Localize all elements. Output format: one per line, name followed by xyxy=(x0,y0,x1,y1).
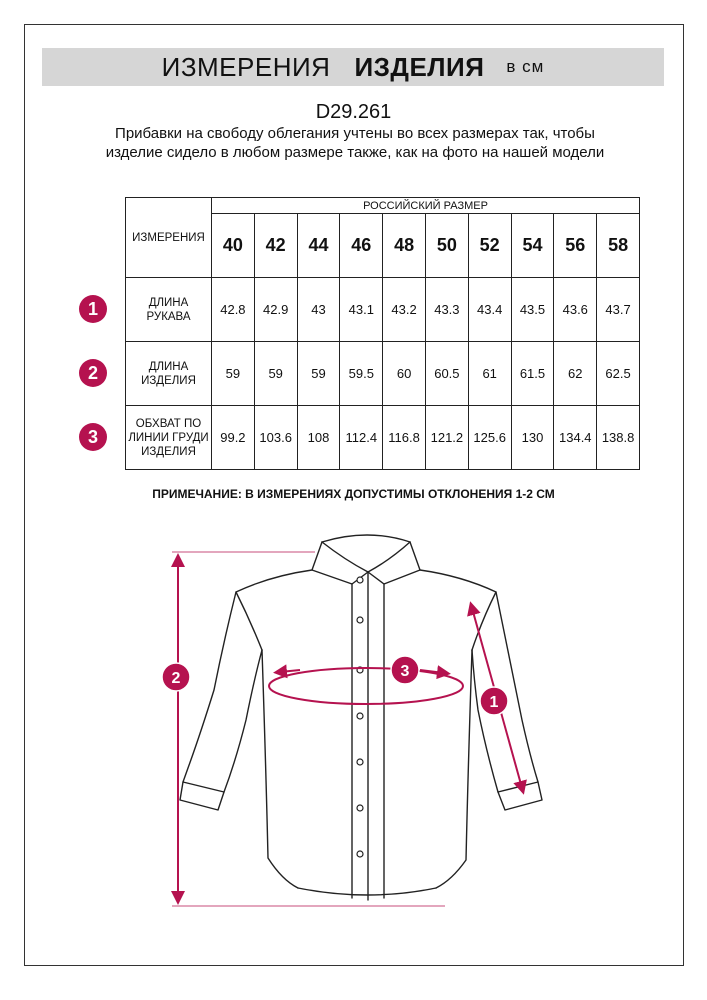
button-icon xyxy=(357,805,363,811)
badge-chest-text: 3 xyxy=(400,663,410,680)
size-cell: 52 xyxy=(468,214,511,278)
button-icon xyxy=(357,577,363,583)
value-cell: 116.8 xyxy=(383,406,426,470)
shirt-buttons xyxy=(357,577,363,857)
size-cell: 50 xyxy=(425,214,468,278)
value-cell: 43.7 xyxy=(597,278,640,342)
size-cell: 40 xyxy=(212,214,255,278)
value-cell: 130 xyxy=(511,406,554,470)
row-number-badge: 3 xyxy=(79,423,107,451)
badge-length xyxy=(162,663,190,691)
title-bold: ИЗДЕЛИЯ xyxy=(354,51,485,82)
table-row xyxy=(126,406,640,470)
size-cell: 56 xyxy=(554,214,597,278)
button-icon xyxy=(357,713,363,719)
title-unit: в см xyxy=(506,57,545,76)
size-cell: 42 xyxy=(254,214,297,278)
button-icon xyxy=(357,617,363,623)
value-cell: 108 xyxy=(297,406,340,470)
tolerance-note: ПРИМЕЧАНИЕ: В ИЗМЕРЕНИЯХ ДОПУСТИМЫ ОТКЛОНЕНИЯ 1-2 СМ xyxy=(152,487,555,501)
badge-sleeve-text: 1 xyxy=(489,694,499,711)
group-header: РОССИЙСКИЙ РАЗМЕР xyxy=(212,198,640,214)
value-cell: 121.2 xyxy=(425,406,468,470)
value-cell: 43 xyxy=(297,278,340,342)
value-cell: 60 xyxy=(383,342,426,406)
size-cell: 58 xyxy=(597,214,640,278)
table-row xyxy=(126,342,640,406)
value-cell: 42.9 xyxy=(254,278,297,342)
sleeve-measure xyxy=(472,608,522,788)
row-number-badge: 2 xyxy=(79,359,107,387)
value-cell: 103.6 xyxy=(254,406,297,470)
value-cell: 62 xyxy=(554,342,597,406)
value-cell: 125.6 xyxy=(468,406,511,470)
title-regular: ИЗМЕРЕНИЯ xyxy=(161,51,331,82)
row-label-sleeve: ДЛИНА РУКАВА xyxy=(126,278,212,342)
button-icon xyxy=(357,851,363,857)
row-label-chest: ОБХВАТ ПО ЛИНИИ ГРУДИ ИЗДЕЛИЯ xyxy=(126,406,212,470)
size-cell: 44 xyxy=(297,214,340,278)
title-bar xyxy=(42,48,664,86)
subtitle-text: Прибавки на свободу облегания учтены во всех размерах так, чтобы изделие сидело в любом размере также, как на фото на нашей модели xyxy=(105,125,605,161)
value-cell: 134.4 xyxy=(554,406,597,470)
value-cell: 138.8 xyxy=(597,406,640,470)
value-cell: 43.4 xyxy=(468,278,511,342)
size-cell: 54 xyxy=(511,214,554,278)
row-number-badge: 1 xyxy=(79,295,107,323)
table-row xyxy=(126,278,640,342)
value-cell: 43.3 xyxy=(425,278,468,342)
value-cell: 43.6 xyxy=(554,278,597,342)
value-cell: 59.5 xyxy=(340,342,383,406)
article-number: D29.261 xyxy=(315,101,392,123)
value-cell: 112.4 xyxy=(340,406,383,470)
size-table xyxy=(125,197,640,470)
value-cell: 42.8 xyxy=(212,278,255,342)
value-cell: 61 xyxy=(468,342,511,406)
value-cell: 62.5 xyxy=(597,342,640,406)
badge-length-text: 2 xyxy=(171,670,181,687)
shirt-diagram xyxy=(0,520,707,940)
value-cell: 59 xyxy=(297,342,340,406)
value-cell: 43.1 xyxy=(340,278,383,342)
value-cell: 59 xyxy=(212,342,255,406)
size-cell: 46 xyxy=(340,214,383,278)
value-cell: 43.5 xyxy=(511,278,554,342)
value-cell: 43.2 xyxy=(383,278,426,342)
row-label-length: ДЛИНА ИЗДЕЛИЯ xyxy=(126,342,212,406)
value-cell: 60.5 xyxy=(425,342,468,406)
value-cell: 59 xyxy=(254,342,297,406)
chest-measure xyxy=(269,656,463,704)
size-cell: 48 xyxy=(383,214,426,278)
button-icon xyxy=(357,759,363,765)
value-cell: 61.5 xyxy=(511,342,554,406)
value-cell: 99.2 xyxy=(212,406,255,470)
length-measure xyxy=(172,552,445,906)
measure-header: ИЗМЕРЕНИЯ xyxy=(126,198,212,278)
